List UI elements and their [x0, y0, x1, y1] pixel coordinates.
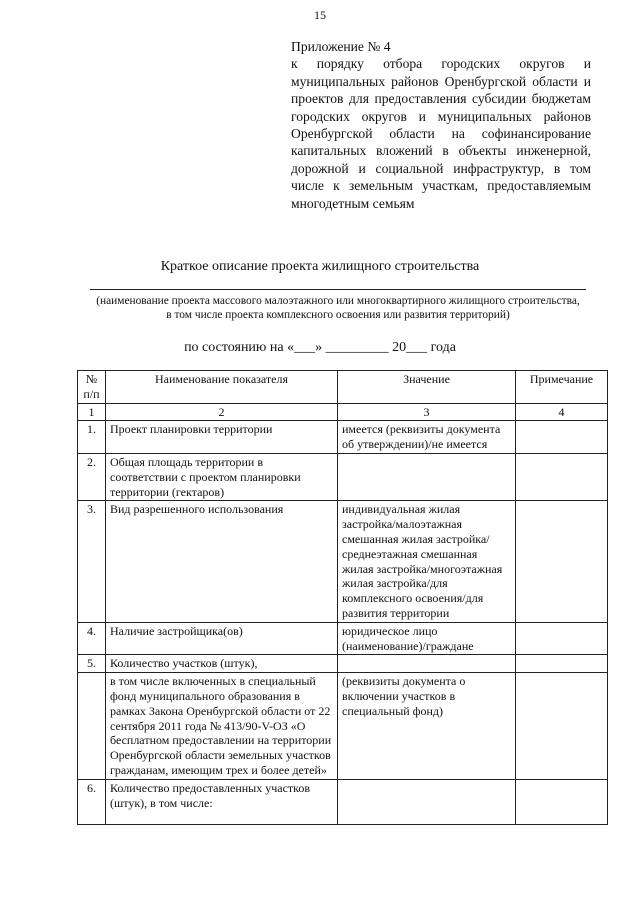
row-note [516, 622, 608, 655]
column-index: 1 [78, 403, 106, 421]
header-value: Значение [338, 371, 516, 404]
row-value: (реквизиты документа о включении участков в специальный фонд) [338, 673, 516, 780]
row-number: 5. [78, 655, 106, 673]
row-number: 3. [78, 501, 106, 622]
header-name: Наименование показателя [106, 371, 338, 404]
appendix-title: Приложение № 4 [291, 39, 391, 54]
table-row [78, 453, 608, 500]
column-index: 4 [516, 403, 608, 421]
row-note [516, 421, 608, 454]
row-number: 1. [78, 421, 106, 454]
table-row [78, 779, 608, 824]
fill-in-line [90, 289, 586, 290]
table-row [78, 655, 608, 673]
indicators-table [77, 370, 608, 825]
row-name: Вид разрешенного использования [106, 501, 338, 622]
row-number: 6. [78, 779, 106, 824]
row-number: 2. [78, 453, 106, 500]
header-num: № п/п [78, 371, 106, 404]
row-name: Количество предоставленных участков (штук), в том числе: [106, 779, 338, 824]
row-value [338, 655, 516, 673]
page-number: 15 [314, 8, 326, 22]
row-note [516, 453, 608, 500]
row-note [516, 501, 608, 622]
header-note: Примечание [516, 371, 608, 404]
row-value [338, 779, 516, 824]
column-index: 2 [106, 403, 338, 421]
column-index-row [78, 403, 608, 421]
table-row [78, 622, 608, 655]
row-name: в том числе включенных в специальный фонд муниципального образования в рамках Закона Оренбургской области от 22 сентября 2011 года № 413/90-V-ОЗ «О бесплатном предоставлении на территории Оренбургской области земельных участков гражданам, имеющим трех и более детей» [106, 673, 338, 780]
row-name: Общая площадь территории в соответствии с проектом планировки территории (гектаров) [106, 453, 338, 500]
as-of-date-line: по состоянию на «___» _________ 20___ года [184, 340, 456, 355]
row-name: Наличие застройщика(ов) [106, 622, 338, 655]
table-row [78, 501, 608, 622]
document-title: Краткое описание проекта жилищного строительства [160, 259, 480, 274]
title-hint: (наименование проекта массового малоэтажного или многоквартирного жилищного строительства, в том числе проекта комплексного освоения или развития территорий) [96, 295, 580, 321]
appendix-block [291, 38, 591, 212]
column-index: 3 [338, 403, 516, 421]
row-note [516, 655, 608, 673]
appendix-description: к порядку отбора городских округов и муниципальных районов Оренбургской области и проектов для предоставления субсидии бюджетам городских округов и муниципальных районов Оренбургской области на софинансирование капитальных вложений в объекты инженерной, дорожной и социальной инфраструктур, в том числе к земельным участкам, предоставляемым многодетным семьям [291, 56, 591, 211]
row-number [78, 673, 106, 780]
row-value [338, 453, 516, 500]
row-name: Количество участков (штук), [106, 655, 338, 673]
row-value: имеется (реквизиты документа об утверждении)/не имеется [338, 421, 516, 454]
table-row [78, 673, 608, 780]
row-number: 4. [78, 622, 106, 655]
row-value: индивидуальная жилая застройка/малоэтажная смешанная жилая застройка/среднеэтажная смешанная жилая застройка/многоэтажная жилая застройка/для комплексного освоения/для развития территории [338, 501, 516, 622]
table-header-row [78, 371, 608, 404]
row-value: юридическое лицо (наименование)/граждане [338, 622, 516, 655]
row-note [516, 673, 608, 780]
row-note [516, 779, 608, 824]
row-name: Проект планировки территории [106, 421, 338, 454]
table-row [78, 421, 608, 454]
